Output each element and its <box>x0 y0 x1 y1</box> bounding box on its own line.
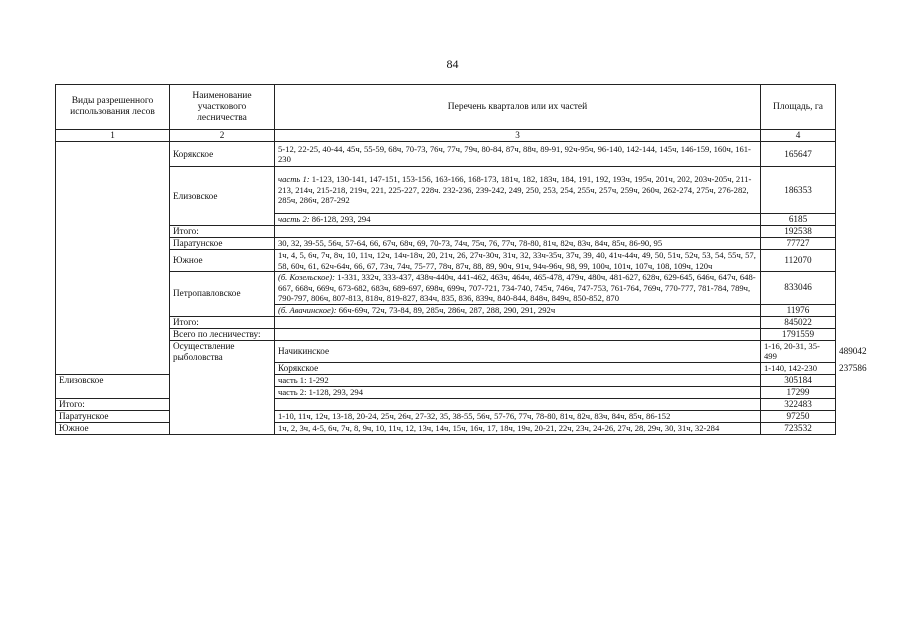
area-value: 186353 <box>761 167 836 214</box>
table-row <box>56 142 836 167</box>
subtotal-row <box>56 226 836 238</box>
subtotal-label: Итого: <box>170 226 275 238</box>
empty-cell <box>275 316 761 328</box>
forestry-name: Южное <box>56 422 170 434</box>
forestry-name: Начикинское <box>275 340 761 362</box>
area-value: 833046 <box>761 272 836 305</box>
quarters-list: 1ч, 4, 5, 6ч, 7ч, 8ч, 10, 11ч, 12ч, 14ч-18ч, 20, 21ч, 26, 27ч-30ч, 31ч, 32, 33ч-35ч, 37ч, 39, 40, 41ч-44ч, 49, 50, 51ч, 52ч, 53, 54, 55ч, 57, 58, 60ч, 61, 62ч-64ч, 66, 67, 73ч, 74ч, 75-77, 78ч, 87ч, 88, 89, 90ч, 91ч, 94ч-96ч, 98, 99, 100ч, 101ч, 107ч, 108, 109ч, 120ч <box>275 250 761 272</box>
subtotal-area: 845022 <box>761 316 836 328</box>
forestry-name: Елизовское <box>56 374 170 398</box>
part-label: часть 1: <box>278 174 310 185</box>
total-row <box>56 328 836 340</box>
table-row <box>56 272 836 305</box>
header-forestry-name: Наименование участкового лесничества <box>170 85 275 130</box>
header-row <box>56 85 836 130</box>
part-label: (б. Козельское): <box>278 272 335 282</box>
forest-quarters-table <box>55 84 867 435</box>
part-label: (б. Авачинское): <box>278 304 337 315</box>
subtotal-row <box>56 316 836 328</box>
total-label: Всего по лесничеству: <box>170 328 275 340</box>
forestry-name: Паратунское <box>56 410 170 422</box>
quarters-list: 5-12, 22-25, 40-44, 45ч, 55-59, 68ч, 70-73, 76ч, 77ч, 79ч, 80-84, 87ч, 88ч, 89-91, 92ч-95ч, 96-140, 142-144, 145ч, 146-159, 160ч, 161-230 <box>275 142 761 167</box>
area-value: 112070 <box>761 250 836 272</box>
header-use-type: Виды разрешенного использования лесов <box>56 85 170 130</box>
quarters-text: 1-331, 332ч, 333-437, 438ч-440ч, 441-462, 463ч, 464ч, 465-478, 479ч, 480ч, 481-627, 628ч, 629-645, 646ч, 647ч, 648-667, 668ч, 669ч, 673-682, 683ч, 689-697, 698ч, 699ч, 707-721, 734-740, 745ч, 746ч, 747-753, 761-764, 769ч, 770-777, 781-784, 789ч, 790-797, 806ч, 807-813, 818ч, 819-827, 834ч, 835, 836, 839ч, 840-844, 848ч, 849ч, 850-852, 870 <box>278 272 756 303</box>
table-row: Корякское 1-140, 142-230 237586 <box>56 362 836 374</box>
quarters-list: 1-16, 20-31, 35-499 <box>761 340 836 362</box>
quarters-list: 1-140, 142-230 <box>761 362 836 374</box>
quarters-list: часть 2: 1-128, 293, 294 <box>275 386 761 398</box>
use-type-cell <box>56 142 170 375</box>
table-row <box>56 238 836 250</box>
quarters-list <box>275 272 761 305</box>
area-value: 11976 <box>761 304 836 316</box>
quarters-list <box>275 214 761 226</box>
table-row <box>56 250 836 272</box>
subtotal-label: Итого: <box>56 398 170 410</box>
empty-cell <box>275 398 761 410</box>
table-row: Осуществление рыболовства Начикинское 1-16, 20-31, 35-499 489042 <box>56 340 836 362</box>
quarters-list <box>275 304 761 316</box>
empty-cell <box>275 226 761 238</box>
quarters-list: 1-10, 11ч, 12ч, 13-18, 20-24, 25ч, 26ч, 27-32, 35, 38-55, 56ч, 57-76, 77ч, 78-80, 81ч, 82ч, 83ч, 84ч, 85ч, 86-152 <box>275 410 761 422</box>
area-value: 77727 <box>761 238 836 250</box>
header-area: Площадь, га <box>761 85 836 130</box>
table-row <box>56 167 836 214</box>
forestry-name: Южное <box>170 250 275 272</box>
subtotal-area: 192538 <box>761 226 836 238</box>
area-value: 723532 <box>761 422 836 434</box>
area-value: 17299 <box>761 386 836 398</box>
subtotal-label: Итого: <box>170 316 275 328</box>
forestry-name: Корякское <box>275 362 761 374</box>
area-value: 305184 <box>761 374 836 386</box>
forestry-name: Паратунское <box>170 238 275 250</box>
total-area: 1791559 <box>761 328 836 340</box>
quarters-list: 1ч, 2, 3ч, 4-5, 6ч, 7ч, 8, 9ч, 10, 11ч, 12, 13ч, 14ч, 15ч, 16ч, 17, 18ч, 19ч, 20-21, 22ч, 23ч, 24-26, 27ч, 28, 29ч, 30, 31ч, 32-284 <box>275 422 761 434</box>
column-number: 2 <box>170 130 275 142</box>
column-number-row <box>56 130 836 142</box>
area-value: 6185 <box>761 214 836 226</box>
quarters-text: 1-123, 130-141, 147-151, 153-156, 163-166, 168-173, 181ч, 182, 183ч, 184, 191, 192, 193ч, 195ч, 201ч, 202, 203ч-205ч, 211-213, 214ч, 215-218, 219ч, 221, 225-227, 228ч. 232-236, 239-242, 249, 250, 253, 254, 255ч, 257ч, 259ч, 260ч, 262-274, 275ч, 276-282, 285ч, 286ч, 287-292 <box>278 174 752 206</box>
forestry-name: Елизовское <box>170 167 275 226</box>
area-value: 97250 <box>761 410 836 422</box>
quarters-text: 86-128, 293, 294 <box>309 214 371 225</box>
quarters-list: часть 1: 1-292 <box>275 374 761 386</box>
area-value: 165647 <box>761 142 836 167</box>
quarters-list <box>275 167 761 214</box>
empty-cell <box>275 328 761 340</box>
forestry-name: Корякское <box>170 142 275 167</box>
header-quarters: Перечень кварталов или их частей <box>275 85 761 130</box>
subtotal-area: 322483 <box>761 398 836 410</box>
column-number: 4 <box>761 130 836 142</box>
part-label: часть 2: <box>278 214 310 225</box>
quarters-text: 66ч-69ч, 72ч, 73-84, 89, 285ч, 286ч, 287, 288, 290, 291, 292ч <box>336 304 556 315</box>
column-number: 3 <box>275 130 761 142</box>
forestry-name: Петропавловское <box>170 272 275 317</box>
use-type-fishing: Осуществление рыболовства <box>170 340 275 434</box>
column-number: 1 <box>56 130 170 142</box>
page-number: 84 <box>446 57 459 71</box>
quarters-list: 30, 32, 39-55, 56ч, 57-64, 66, 67ч, 68ч, 69, 70-73, 74ч, 75ч, 76, 77ч, 78-80, 81ч, 82ч, 83ч, 84ч, 85ч, 86-90, 95 <box>275 238 761 250</box>
